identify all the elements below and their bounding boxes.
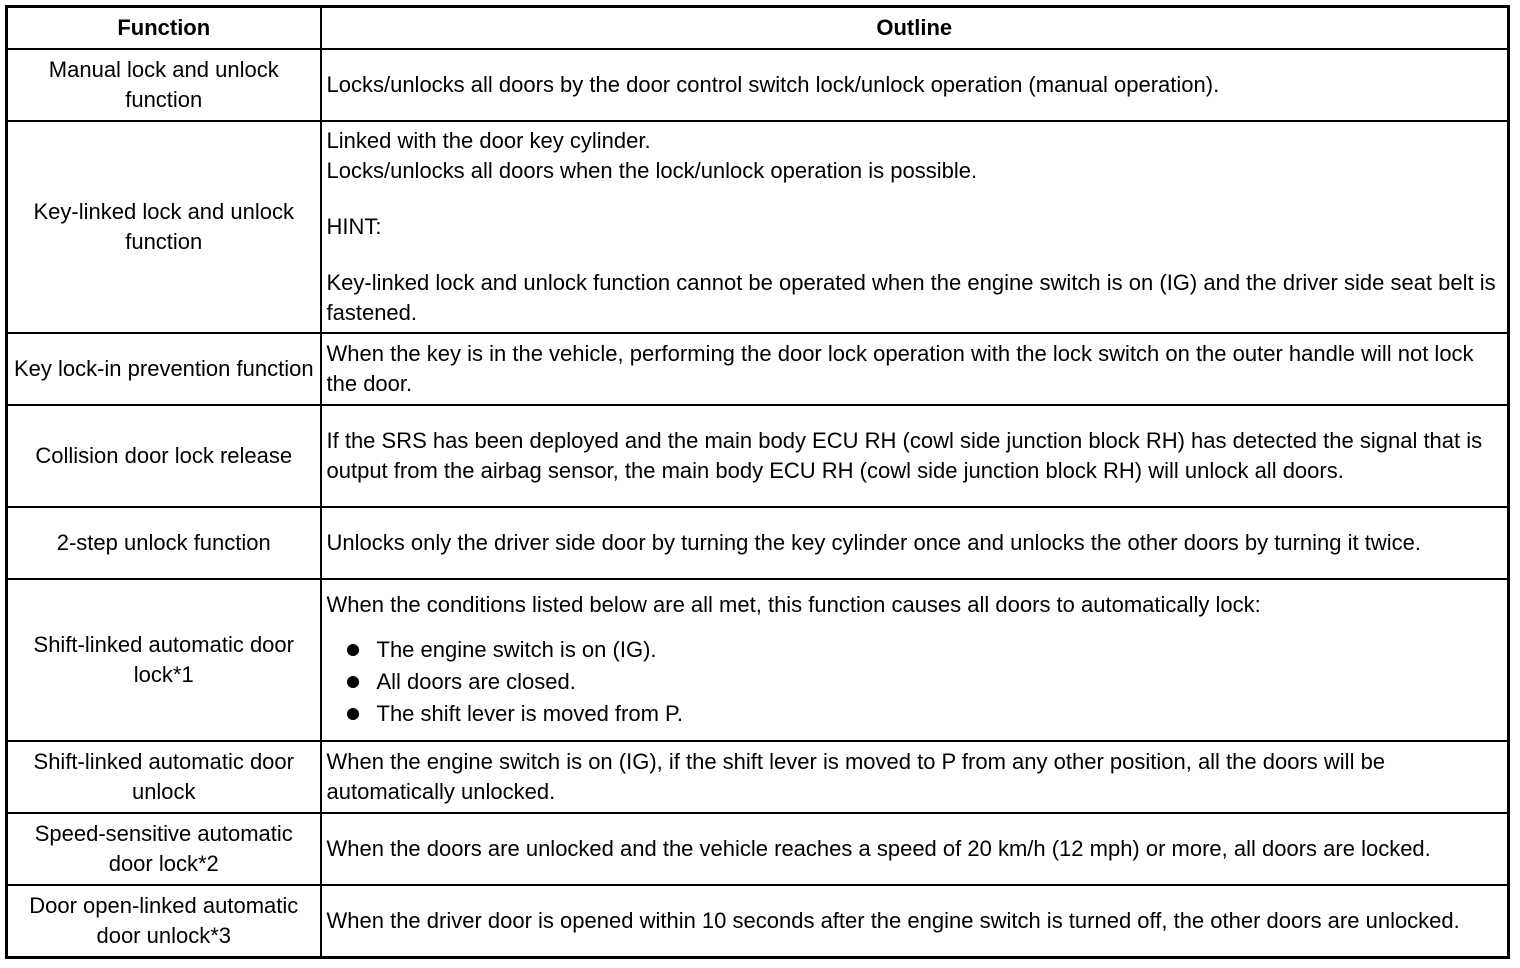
- outline-text: When the conditions listed below are all met, this function causes all doors to automatically lock:: [326, 592, 1261, 617]
- list-item-text: The shift lever is moved from P.: [376, 701, 683, 726]
- outline-text: When the driver door is opened within 10 seconds after the engine switch is turned off, the other doors are unlocked.: [326, 908, 1460, 933]
- function-cell: Collision door lock release: [7, 405, 321, 507]
- outline-cell: [321, 49, 1509, 121]
- header-outline: Outline: [321, 7, 1509, 50]
- outline-cell: [321, 507, 1509, 579]
- function-cell: Shift-linked automatic door unlock: [7, 741, 321, 813]
- function-cell: Shift-linked automatic door lock*1: [7, 579, 321, 741]
- function-cell: Key lock-in prevention function: [7, 333, 321, 405]
- hint-label: HINT:: [326, 214, 382, 239]
- outline-text: When the key is in the vehicle, performing the door lock operation with the lock switch on the outer handle will not lock the door.: [326, 341, 1474, 396]
- header-function: Function: [7, 7, 321, 50]
- table-row: [7, 579, 1509, 741]
- outline-cell: [321, 121, 1509, 333]
- list-item-text: The engine switch is on (IG).: [376, 637, 657, 662]
- condition-list: [327, 634, 1504, 730]
- function-cell: Speed-sensitive automatic door lock*2: [7, 813, 321, 885]
- table-row: [7, 885, 1509, 958]
- table-row: [7, 333, 1509, 405]
- table-row: [7, 405, 1509, 507]
- bullet-icon: [347, 644, 359, 656]
- bullet-icon: [347, 708, 359, 720]
- outline-cell: [321, 741, 1509, 813]
- outline-text: When the doors are unlocked and the vehicle reaches a speed of 20 km/h (12 mph) or more, all doors are locked.: [326, 836, 1431, 861]
- list-item: [345, 634, 1504, 666]
- table-row: [7, 741, 1509, 813]
- outline-text: Linked with the door key cylinder.: [326, 128, 651, 153]
- function-cell: Key-linked lock and unlock function: [7, 121, 321, 333]
- list-item-text: All doors are closed.: [376, 669, 576, 694]
- list-item: [345, 698, 1504, 730]
- function-outline-table: [5, 5, 1510, 959]
- table-row: [7, 507, 1509, 579]
- table-row: [7, 813, 1509, 885]
- list-item: [345, 666, 1504, 698]
- table-header-row: [7, 7, 1509, 50]
- function-cell: Manual lock and unlock function: [7, 49, 321, 121]
- function-cell: Door open-linked automatic door unlock*3: [7, 885, 321, 958]
- outline-text: When the engine switch is on (IG), if the shift lever is moved to P from any other position, all the doors will be automatically unlocked.: [326, 749, 1386, 804]
- outline-text: Unlocks only the driver side door by turning the key cylinder once and unlocks the other doors by turning it twice.: [326, 530, 1421, 555]
- table-row: [7, 49, 1509, 121]
- outline-cell: [321, 333, 1509, 405]
- outline-text: If the SRS has been deployed and the main body ECU RH (cowl side junction block RH) has detected the signal that is output from the airbag sensor, the main body ECU RH (cowl side junction block RH) will unlock all doors.: [326, 428, 1483, 483]
- outline-cell: [321, 405, 1509, 507]
- table-row: [7, 121, 1509, 333]
- outline-cell: [321, 885, 1509, 958]
- document-page: [5, 5, 1507, 959]
- bullet-icon: [347, 676, 359, 688]
- hint-text: Key-linked lock and unlock function cannot be operated when the engine switch is on (IG) and the driver side seat belt is fastened.: [326, 270, 1496, 325]
- outline-text: Locks/unlocks all doors by the door control switch lock/unlock operation (manual operation).: [326, 72, 1220, 97]
- outline-cell: [321, 813, 1509, 885]
- outline-cell: [321, 579, 1509, 741]
- outline-text: Locks/unlocks all doors when the lock/unlock operation is possible.: [326, 158, 978, 183]
- function-cell: 2-step unlock function: [7, 507, 321, 579]
